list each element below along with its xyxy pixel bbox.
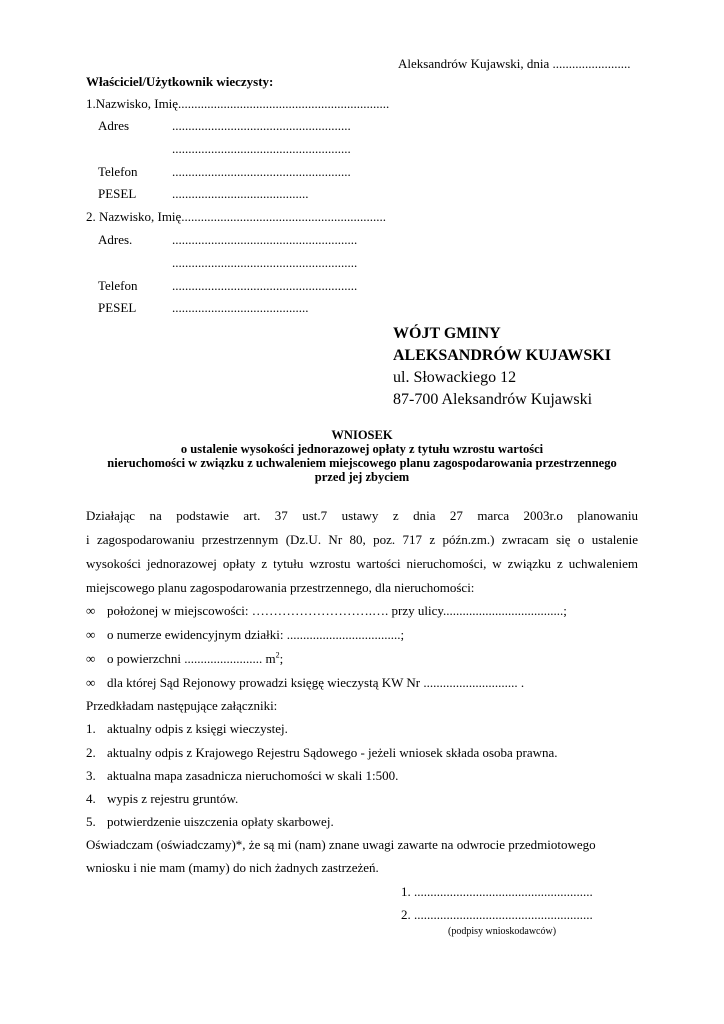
declaration-line1: Oświadczam (oświadczamy)*, że są mi (nam) znane uwagi zawarte na odwrocie przedmiotowego [86, 837, 596, 852]
attachment-item: aktualna mapa zasadnicza nieruchomości w skali 1:500. [107, 768, 399, 783]
recipient-line3: ul. Słowackiego 12 [393, 369, 517, 386]
person1-address-label: Adres [98, 118, 130, 133]
recipient-line1: WÓJT GMINY [393, 325, 501, 342]
attachment-item: aktualny odpis z Krajowego Rejestru Sądowego - jeżeli wniosek składa osoba prawna. [107, 745, 558, 760]
owner-header: Właściciel/Użytkownik wieczysty: [86, 74, 274, 89]
bullet-infinity-icon: ∞ [86, 603, 96, 618]
body-line-4: miejscowego planu zagospodarowania przestrzennego, dla nieruchomości: [86, 580, 475, 595]
signature-line-2: 2. ....................................................... [401, 907, 593, 922]
attachment-number: 2. [86, 745, 96, 760]
bullet-parcel-number: o numerze ewidencyjnym działki: ...................................; [107, 627, 405, 642]
person2-name-field: 2. Nazwisko, Imię............................................................... [86, 209, 387, 224]
bullet-infinity-icon: ∞ [86, 675, 96, 690]
person2-phone-line: ......................................................... [172, 278, 358, 293]
body-line-1: Działając na podstawie art. 37 ust.7 ustawy z dnia 27 marca 2003r.o planowaniu [86, 508, 638, 523]
bullet-area-text: o powierzchni ........................ m [107, 651, 276, 666]
signature-line-1: 1. ....................................................... [401, 884, 593, 899]
bullet-infinity-icon: ∞ [86, 627, 96, 642]
bullet-land-register: dla której Sąd Rejonowy prowadzi księgę wieczystą KW Nr ............................. . [107, 675, 525, 690]
title-main: WNIOSEK [331, 428, 393, 442]
person2-pesel-line: .......................................... [172, 300, 309, 315]
person1-phone-line: ....................................................... [172, 164, 351, 179]
title-line3: przed jej zbyciem [314, 470, 410, 484]
person1-address-line1: ....................................................... [172, 118, 351, 133]
bullet-infinity-icon: ∞ [86, 651, 96, 666]
person2-address-line2: ......................................................... [172, 255, 358, 270]
attachment-number: 1. [86, 721, 96, 736]
person1-address-line2: ....................................................... [172, 141, 351, 156]
person2-phone-label: Telefon [98, 278, 138, 293]
title-line2: nieruchomości w związku z uchwaleniem miejscowego planu zagospodarowania przestrzennego [107, 456, 617, 470]
declaration-line2: wniosku i nie mam (mamy) do nich żadnych zastrzeżeń. [86, 860, 379, 875]
body-line-2: i zagospodarowaniu przestrzennym (Dz.U. Nr 80, poz. 717 z późn.zm.) zwracam się o ustalenie [86, 532, 638, 547]
attachment-number: 5. [86, 814, 96, 829]
attachment-number: 4. [86, 791, 96, 806]
title-line1: o ustalenie wysokości jednorazowej opłaty z tytułu wzrostu wartości [180, 442, 544, 456]
attachment-number: 3. [86, 768, 96, 783]
person1-pesel-line: .......................................... [172, 186, 309, 201]
signature-caption: (podpisy wnioskodawców) [448, 926, 557, 937]
person2-address-label: Adres. [98, 232, 133, 247]
bullet-area-end: ; [279, 651, 284, 666]
person2-pesel-label: PESEL [98, 300, 137, 315]
attachment-item: aktualny odpis z księgi wieczystej. [107, 721, 288, 736]
person1-name-field: 1.Nazwisko, Imię................................................................. [86, 96, 390, 111]
bullet-area-superscript: 2 [275, 650, 280, 660]
person1-phone-label: Telefon [98, 164, 138, 179]
attachments-header: Przedkładam następujące załączniki: [86, 698, 278, 713]
place-date: Aleksandrów Kujawski, dnia ........................ [398, 56, 631, 71]
recipient-line2: ALEKSANDRÓW KUJAWSKI [393, 347, 611, 364]
attachment-item: wypis z rejestru gruntów. [107, 791, 239, 806]
person1-pesel-label: PESEL [98, 186, 137, 201]
recipient-line4: 87-700 Aleksandrów Kujawski [393, 391, 593, 408]
bullet-location: położonej w miejscowości: ……………………….…. przy ulicy.....................................; [107, 603, 567, 618]
body-line-3: wysokości jednorazowej opłaty z tytułu wzrostu wartości nieruchomości, w związku z uchwaleniem [86, 556, 638, 571]
bullet-area [107, 651, 283, 667]
attachment-item: potwierdzenie uiszczenia opłaty skarbowej. [107, 814, 334, 829]
person2-address-line1: ......................................................... [172, 232, 358, 247]
